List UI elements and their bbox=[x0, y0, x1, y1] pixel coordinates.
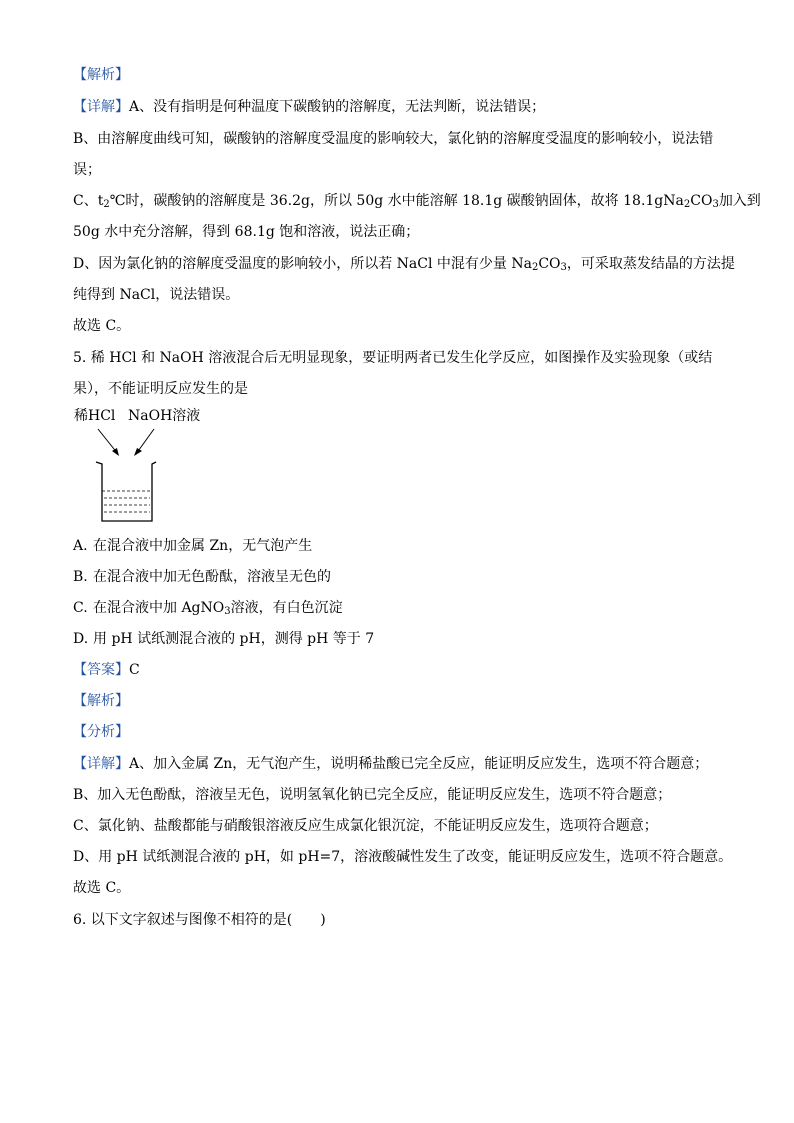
analysis-sub-tag: 【分析】 bbox=[73, 724, 129, 740]
option-text: 用 pH 试纸测混合液的 pH，测得 pH 等于 7 bbox=[93, 631, 375, 647]
q5-analysis-heading bbox=[73, 692, 129, 710]
q4-d-sub2: 3 bbox=[560, 262, 567, 273]
q4-detail-d-line1 bbox=[73, 255, 735, 273]
q4-c-mid: ℃时，碳酸钠的溶解度是 36.2g，所以 50g 水中能溶解 18.1g 碳酸钠固体，故将 18.1gNa bbox=[109, 193, 684, 209]
answer-value: C bbox=[129, 662, 140, 678]
option-text: 在混合液中加无色酚酞，溶液呈无色的 bbox=[93, 569, 331, 585]
beaker-figure bbox=[70, 405, 210, 530]
q4-detail-b-line1: B、由溶解度曲线可知，碳酸钠的溶解度受温度的影响较大，氯化钠的溶解度受温度的影响较小，说法错 bbox=[73, 131, 714, 147]
q4-detail-a bbox=[73, 98, 545, 116]
q5-detail-a-text: A、加入金属 Zn，无气泡产生，说明稀盐酸已完全反应，能证明反应发生，选项不符合题意； bbox=[129, 756, 709, 772]
beaker-drawing bbox=[70, 405, 210, 530]
q5-detail-d: D、用 pH 试纸测混合液的 pH，如 pH=7，溶液酸碱性发生了改变，能证明反应发生，选项不符合题意。 bbox=[73, 849, 733, 865]
option-letter: B. bbox=[73, 569, 88, 585]
q4-detail-b-line2: 误； bbox=[73, 162, 101, 178]
q4-d-co: CO bbox=[538, 256, 561, 272]
q4-c-end: 加入到 bbox=[718, 193, 761, 209]
q5-stem-line1: 5. 稀 HCl 和 NaOH 溶液混合后无明显现象，要证明两者已发生化学反应，如图操作及实验现象（或结 bbox=[73, 350, 713, 366]
answer-tag: 【答案】 bbox=[73, 662, 129, 678]
option-sub: 3 bbox=[224, 606, 231, 617]
q4-detail-c-line1 bbox=[73, 192, 761, 210]
q4-c-co: CO bbox=[690, 193, 713, 209]
q5-answer bbox=[73, 661, 140, 679]
q5-stem-line2: 果），不能证明反应发生的是 bbox=[73, 381, 248, 397]
q4-d-sub: 2 bbox=[531, 262, 539, 273]
q5-detail-c: C、氯化钠、盐酸都能与硝酸银溶液反应生成氯化银沉淀，不能证明反应发生，选项符合题意； bbox=[73, 818, 658, 834]
q4-c-sub2: 2 bbox=[683, 199, 691, 210]
arrow-left-head bbox=[112, 448, 119, 456]
q5-option-d bbox=[73, 630, 374, 648]
q5-option-a bbox=[73, 537, 312, 555]
q4-c-sub3: 3 bbox=[712, 199, 719, 210]
q4-d-end: ，可采取蒸发结晶的方法提 bbox=[566, 256, 735, 272]
option-text-pre: 在混合液中加 AgNO bbox=[93, 600, 225, 616]
label-dilute-hcl: 稀HCl bbox=[74, 408, 116, 424]
q5-detail-b: B、加入无色酚酞，溶液呈无色，说明氢氧化钠已完全反应，能证明反应发生，选项不符合题意； bbox=[73, 787, 672, 803]
q4-detail-c-line2: 50g 水中充分溶解，得到 68.1g 饱和溶液，说法正确； bbox=[73, 224, 420, 240]
detail-tag: 【详解】 bbox=[73, 99, 129, 115]
option-letter: C. bbox=[73, 600, 88, 616]
q5-option-c bbox=[73, 599, 343, 617]
q5-detail-a bbox=[73, 755, 708, 773]
q4-option-a-text: A、没有指明是何种温度下碳酸钠的溶解度，无法判断，说法错误； bbox=[129, 99, 546, 115]
analysis-heading bbox=[73, 66, 129, 84]
q4-d-prefix: D、因为氯化钠的溶解度受温度的影响较小，所以若 NaCl 中混有少量 Na bbox=[73, 256, 532, 272]
detail-tag: 【详解】 bbox=[73, 756, 129, 772]
q4-c-sub: 2 bbox=[103, 199, 110, 210]
option-letter: D. bbox=[73, 631, 89, 647]
q4-c-prefix: C、t bbox=[73, 193, 104, 209]
arrow-right-head bbox=[134, 448, 142, 456]
q5-option-b bbox=[73, 568, 331, 586]
option-text: 在混合液中加金属 Zn，无气泡产生 bbox=[93, 538, 313, 554]
q5-analysis-sub bbox=[73, 723, 129, 741]
q6-stem: 6. 以下文字叙述与图像不相符的是( ) bbox=[73, 912, 326, 928]
analysis-tag: 【解析】 bbox=[73, 67, 129, 83]
q4-detail-d-line2: 纯得到 NaCl，说法错误。 bbox=[73, 287, 240, 303]
label-naoh-solution: NaOH溶液 bbox=[128, 408, 201, 424]
analysis-tag: 【解析】 bbox=[73, 693, 129, 709]
q5-conclusion: 故选 C。 bbox=[73, 880, 131, 896]
q4-conclusion: 故选 C。 bbox=[73, 318, 131, 334]
option-text-post: 溶液，有白色沉淀 bbox=[230, 600, 343, 616]
option-letter: A. bbox=[73, 538, 88, 554]
